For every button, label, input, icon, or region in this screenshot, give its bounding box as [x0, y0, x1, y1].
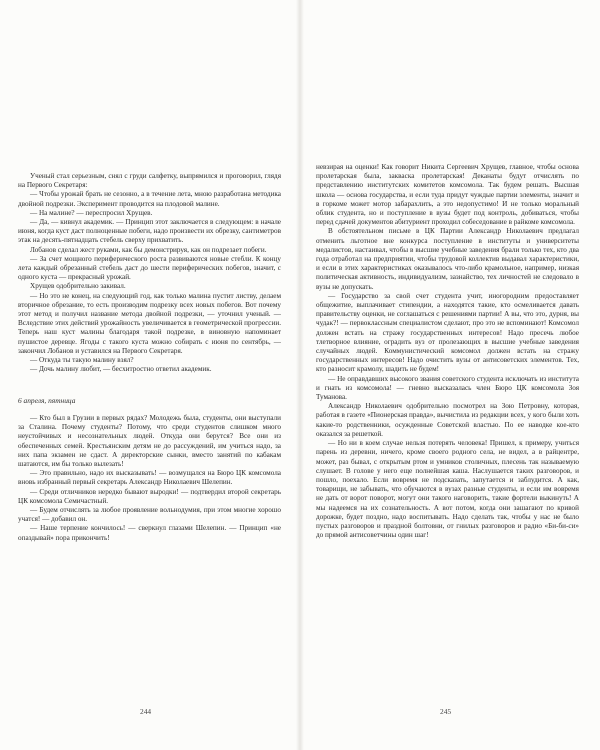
paragraph: — Это правильно, надо их высказывать! — возмущался на Бюро ЦК комсомола вновь избранный первый секретарь Александр Николаевич Шелепин. [18, 469, 281, 487]
page-number: 244 [140, 707, 152, 716]
right-page [304, 0, 600, 750]
paragraph: — Не оправдавших высокого звания советского студента исключать из института и гнать из комсомола! — гневно высказалась член Бюро ЦК комсомола Зоя Туманова. [316, 374, 579, 402]
paragraph: В обстоятельном письме в ЦК Партии Александр Николаевич предлагал отменить льготное вне конкурса поступление в институты и университеты медалистов, настаивал, чтобы в высшие учебные заведения брали только тех, кто два года отработал на предприятии, чтобы трудовой коллектив выдавал характеристики, и если в этих характеристиках оказывалось что-либо крамольное, например, низкая политическая активность, индивидуализм, зазнайство, тех личностей не следовало в вузы не допускать. [316, 227, 579, 291]
page-number: 245 [440, 707, 452, 716]
section-date-heading: 6 апреля, пятница [18, 396, 76, 405]
paragraph: — Но это не конец, на следующий год, как только малина пустит листву, делаем вторичное обрезание, то есть производим подрезку всех новых побегов. Вот почему этот метод и получил название метода двойной подрезки, — уточнил ученый. — Вследствие этих действий урожайность увеличивается в геометрической прогрессии. Теперь наш куст малины благодаря такой подрезке, в виновную напоминает пушистое деревце. Ягоды с такого куста можно собирать с июня по сентябрь, — закончил Лобанов и уставился на Первого Секретаря. [18, 291, 281, 355]
paragraph: — Наше терпение кончилось! — сверкнул глазами Шелепин. — Принцип «не опаздывай» пора прикончить! [18, 524, 281, 542]
paragraph: — Будем отчислять за любое проявление вольнодумия, при этом многие хорошо учатся! — добавил он. [18, 506, 281, 524]
paragraph: — Государство за свой счет студента учит, иногородним предоставляет общежитие, выплачивает стипендии, а находятся такие, кто осмеливается давать правительству оценки, не соглашаться с решениями партии! А вы, что это, дурня, вы чудак?! — первоклассным специалистом сделают, про это не вспоминают! Комсомол должен встать на стражу государственных интересов! Надо пресечь любое тлетворное влияние, оградить вуз от пролезающих в высшие учебные заведения случайных людей. Коммунистический комсомол должен встать на стражу государственных интересов! Надо очистить вузы от антисоветских элементов. Тех, кто разносит крамолу, шадить не будем! [316, 291, 579, 374]
paragraph: — Да, — кивнул академик. — Принцип этот заключается в следующем: в начале июня, когда куст даст полноценные побеги, надо произвести их обрезку, сантиметров этак на десять-пятнадцать стебель сверху прихватить. [18, 218, 281, 245]
paragraph: Ученый стал серьезным, снял с груди салфетку, выпрямился и проговорил, глядя на Первого Секретаря: [18, 172, 281, 190]
paragraph: — На малине? — переспросил Хрущев. [30, 208, 153, 217]
paragraph: Лобанов сделал жест руками, как бы демонстрируя, как он подрезает побеги. [30, 245, 267, 254]
left-page-text-block-2 [18, 414, 281, 543]
paragraph: Александр Николаевич одобрительно посмотрел на Зою Петровну, которая, работая в газете «Пионерская правда», вычистила из редакции всех, у кого были хоть какие-то родственники, осужденные Советской властью. По ее наводке кое-кто оказался за решеткой. [316, 402, 579, 438]
paragraph: — Кто был в Грузии в первых рядах? Молодежь была, студенты, они выступали за Сталина. Почему студенты? Потому, что среди студентов слишком много неустойчивых и несознательных людей. Откуда они берутся? Все они из обеспеченных семей. Крестьянским детям не до рассуждений, им учиться надо, за них папа экзамен не сдаст. А директорские сынки, вместо занятий по кабакам шатаются, им бы только вылезать! [18, 414, 281, 469]
paragraph: — Среди отличников нередко бывают выродки! — подтвердил второй секретарь ЦК комсомола Семичастный. [18, 487, 281, 505]
left-page-text-block-1 [18, 172, 281, 374]
right-page-text-block [316, 163, 579, 540]
paragraph: — Дочь малину любит, — бесхитростно ответил академик. [30, 365, 212, 374]
paragraph: — Откуда ты такую малину взял? [30, 356, 134, 365]
paragraph: — Но ни в коем случае нельзя потерять человека! Пришел, к примеру, учиться парень из деревни, ничего, кроме своего родного села, не видел, а в райцентре, может, раз бывал, с открытым ртом и умников столичных, плесень так называемую слушает. В голове у него еще полнейшая каша. Наслушается таких разговоров, и пошло, поехало. Если вовремя не подсказать, запутается и заблудится. А как, товарищи, не забывать, что обучаются в вузах разные студенты, и если им вовремя не дать от ворот поворот, могут они такого наговорить, такие фортели выкинуть! А мы надеемся на их сознательность. А вот потом, когда они зашагают по кривой дорожке, будет поздно, надо воспитывать. Надо сделать так, чтобы у нас не было пустых разговоров и праздной болтовни, от гнилых разговоров и радио «Би-би-си» до прямой антисоветчины один шаг! [316, 439, 579, 540]
paragraph: Хрущев одобрительно закивал. [30, 282, 126, 291]
book-gutter [296, 0, 304, 750]
paragraph: — Чтобы урожай брать не сезонно, а в течение лета, мною разработана методика двойной подрезки. Эксперимент проводится на плодовой малине. [18, 190, 281, 208]
paragraph: — За счет мощного периферического роста развиваются новые стебли. К концу лета каждый обрезанный стебель даст до шести периферических побегов, значит, с одного куста — прекрасный урожай. [18, 254, 281, 282]
paragraph: невзирая на оценки! Как говорит Никита Сергеевич Хрущев, главное, чтобы основа пролетарская была, закваска пролетарская! Деканаты будут отчислять по представлению институтских комитетов комсомола. Так будем решать. Высшая школа — основа государства, и если туда придут чуждые партии элементы, значит и в горкоме может мотор забарахлить, а это недопустимо! И не только моральный облик студента, но и поступление в вузы будет под контроль, добиваться, чтобы перед сдачей документов абитуриент проходил собеседование в райкоме комсомола. [316, 163, 579, 227]
left-page [0, 0, 296, 750]
